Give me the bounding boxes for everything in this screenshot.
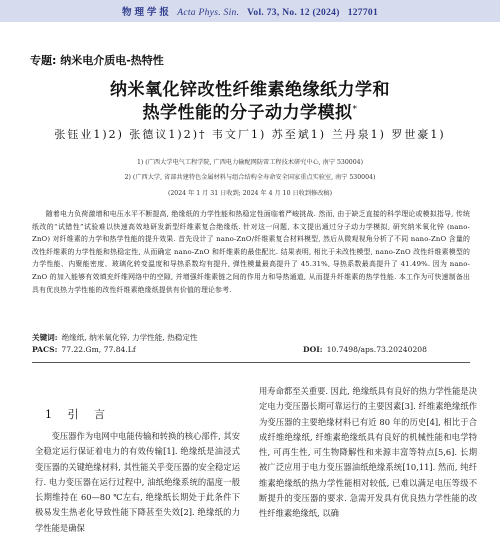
body-right-column: 用寿命都至关重要. 因此, 绝缘纸具有良好的热力学性能是决定电力变压器长期可靠运行的主要因素[3]. 纤维素绝缘纸作为变压器的主要绝缘材料已有近 80 年的历史[4], 相比于合成纤维绝缘纸, 纤维素绝缘纸具有良好的机械性能和电学特性, 可再生性, 可生物降解性和来源丰富等特点[5,6]. 长期被广泛应用于电力变压器油纸绝缘系统[10,11]. 然而, 纯纤维素绝缘纸的热力学性能相对较低, 已难以满足电压等级不断提升的变压器的要求. 急需开发具有优良热力学性能的改性纤维素绝缘纸, 以确 [259, 386, 477, 519]
affiliation-2: 2) (广西大学, 省部共建特色金属材料与组合结构全寿命安全国家重点实验室, 南宁 530004) [124, 174, 376, 181]
keywords-line [32, 332, 198, 343]
pacs-label: PACS: [32, 345, 58, 354]
section-title-introduction: 1 引 言 [45, 408, 111, 421]
journal-latin-name: Acta Phys. Sin. [177, 8, 240, 18]
keywords-value: 绝缘纸, 纳米氧化锌, 力学性能, 热稳定性 [61, 333, 198, 342]
received-dates: (2024 年 1 月 31 日收到; 2024 年 4 月 10 日收到修改稿) [167, 190, 333, 197]
article-number: 127701 [347, 8, 379, 18]
pacs-value: 77.22.Gm, 77.84.Lf [61, 345, 136, 354]
volume-info: Vol. 73, No. 12 (2024) [247, 8, 340, 18]
section-divider [32, 362, 470, 363]
title-line-1: 纳米氧化锌改性纤维素绝缘纸力学和 [110, 80, 390, 100]
doi-label: DOI: [303, 345, 323, 354]
body-left-column: 变压器作为电网中电能传输和转换的核心部件, 其安全稳定运行保证着电力的有效传输[1]. 绝缘纸是油浸式变压器的关键绝缘材料, 其性能关乎变压器的安全稳定运行. 电力变压器在运行过程中, 油纸绝缘系统的温度一般长期维持在 60—80 ℃左右, 绝缘纸长期处于此条件下极易发生热老化导致性能下降甚至失效[2]. 绝缘纸的力学性能是确保 [35, 431, 240, 533]
doi-line [303, 345, 427, 354]
pacs-line [32, 345, 136, 354]
topic-label: 专题: 纳米电介质电-热特性 [30, 54, 164, 67]
journal-name: 物 理 学 报 [121, 8, 170, 18]
author-list: 张钰业1)2) 张德议1)2)† 韦文厂1) 苏至斌1) 兰丹泉1) 罗世豪1) [54, 128, 446, 141]
affiliation-1: 1) (广西大学电气工程学院, 广西电力输配网防雷工程技术研究中心, 南宁 530004) [136, 159, 364, 166]
title-line-2 [0, 98, 500, 123]
title-footnote-mark: * [352, 104, 358, 115]
keywords-label: 关键词: [32, 333, 58, 342]
journal-header [0, 4, 500, 18]
title-line-2-text: 热学性能的分子动力学模拟 [142, 103, 353, 123]
doi-link[interactable]: 10.7498/aps.73.20240208 [326, 345, 427, 354]
abstract: 随着电力负荷激增和电压水平不断提高, 绝缘纸的力学性能和热稳定性面临着严峻挑战. 然而, 由于缺乏直接的科学理论或模拟指导, 传统纸改的“试错性”试验难以快速高效地研发新型纤维素复合绝缘纸. 针对这一问题, 本文提出通过分子动力学模拟, 研究纳米氧化锌 (nano-ZnO) 对纤维素的力学和热学性能的提升效果. 首先设计了 nano-ZnO/纤维素复合材料模型, 然后从微观视角分析了不同 nano-ZnO 含量的改性纤维素的力学性能和热稳定性, 从而确定 nano-ZnO 和纤维素的最佳配比. 结果表明, 相比于未改性模型, nano-ZnO 改性纤维素模型的力学性能、内聚能密度、玻璃化转变温度和导热系数均有提升, 弹性模量最高提升了 45.31%, 导热系数最高提升了 41.49%. 因为 nano-ZnO 的加入能够有效填充纤维网络中的空隙, 并增强纤维素链之间的作用力和导热通道, 从而提升纤维素的热学性能. 本工作为可快速制备出具有优良热力学性能的改性纤维素绝缘纸提供有价值的理论参考. [32, 210, 470, 294]
